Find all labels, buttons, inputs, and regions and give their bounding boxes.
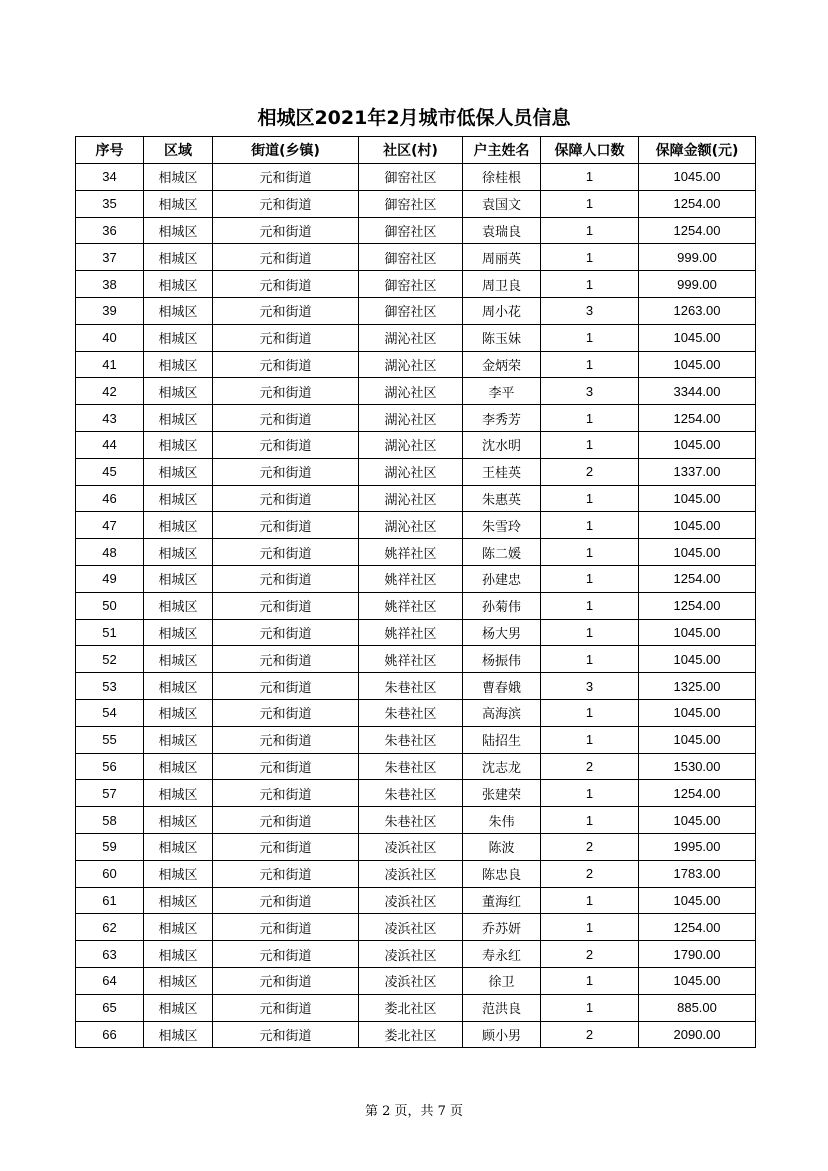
community-cell: 湖沁社区 bbox=[359, 324, 463, 351]
street-cell: 元和街道 bbox=[213, 512, 359, 539]
area-cell: 相城区 bbox=[144, 807, 213, 834]
area-cell: 相城区 bbox=[144, 458, 213, 485]
community-cell: 御窑社区 bbox=[359, 217, 463, 244]
amount-cell: 2090.00 bbox=[639, 1021, 756, 1048]
serial-no-cell: 40 bbox=[76, 324, 144, 351]
amount-cell: 1045.00 bbox=[639, 431, 756, 458]
community-cell: 姚祥社区 bbox=[359, 646, 463, 673]
street-cell: 元和街道 bbox=[213, 351, 359, 378]
household-head-cell: 周丽英 bbox=[463, 244, 541, 271]
community-cell: 湖沁社区 bbox=[359, 351, 463, 378]
amount-cell: 1045.00 bbox=[639, 887, 756, 914]
area-cell: 相城区 bbox=[144, 941, 213, 968]
table-row bbox=[76, 673, 756, 700]
area-cell: 相城区 bbox=[144, 699, 213, 726]
household-head-cell: 袁瑞良 bbox=[463, 217, 541, 244]
table-row bbox=[76, 619, 756, 646]
area-cell: 相城区 bbox=[144, 565, 213, 592]
serial-no-cell: 47 bbox=[76, 512, 144, 539]
people-count-cell: 2 bbox=[541, 833, 639, 860]
amount-cell: 1045.00 bbox=[639, 512, 756, 539]
table-row bbox=[76, 914, 756, 941]
serial-no-cell: 51 bbox=[76, 619, 144, 646]
household-head-cell: 范洪良 bbox=[463, 994, 541, 1021]
serial-no-cell: 62 bbox=[76, 914, 144, 941]
people-count-cell: 1 bbox=[541, 619, 639, 646]
table-row bbox=[76, 405, 756, 432]
table-row bbox=[76, 699, 756, 726]
community-cell: 娄北社区 bbox=[359, 1021, 463, 1048]
amount-cell: 1325.00 bbox=[639, 673, 756, 700]
household-head-cell: 寿永红 bbox=[463, 941, 541, 968]
street-cell: 元和街道 bbox=[213, 780, 359, 807]
area-cell: 相城区 bbox=[144, 485, 213, 512]
amount-cell: 1045.00 bbox=[639, 324, 756, 351]
street-cell: 元和街道 bbox=[213, 887, 359, 914]
table-row bbox=[76, 994, 756, 1021]
area-cell: 相城区 bbox=[144, 405, 213, 432]
area-cell: 相城区 bbox=[144, 1021, 213, 1048]
amount-cell: 1254.00 bbox=[639, 217, 756, 244]
people-count-cell: 1 bbox=[541, 512, 639, 539]
serial-no-cell: 42 bbox=[76, 378, 144, 405]
people-count-cell: 1 bbox=[541, 780, 639, 807]
table-row bbox=[76, 458, 756, 485]
street-cell: 元和街道 bbox=[213, 539, 359, 566]
table-row bbox=[76, 1021, 756, 1048]
community-cell: 御窑社区 bbox=[359, 297, 463, 324]
people-count-cell: 2 bbox=[541, 941, 639, 968]
street-cell: 元和街道 bbox=[213, 726, 359, 753]
people-count-cell: 3 bbox=[541, 673, 639, 700]
household-head-cell: 徐卫 bbox=[463, 967, 541, 994]
serial-no-cell: 53 bbox=[76, 673, 144, 700]
household-head-cell: 李平 bbox=[463, 378, 541, 405]
table-row bbox=[76, 941, 756, 968]
street-cell: 元和街道 bbox=[213, 565, 359, 592]
table-row bbox=[76, 217, 756, 244]
amount-cell: 1254.00 bbox=[639, 405, 756, 432]
people-count-cell: 1 bbox=[541, 646, 639, 673]
serial-no-cell: 43 bbox=[76, 405, 144, 432]
amount-cell: 885.00 bbox=[639, 994, 756, 1021]
community-cell: 朱巷社区 bbox=[359, 699, 463, 726]
household-head-cell: 董海红 bbox=[463, 887, 541, 914]
people-count-cell: 1 bbox=[541, 565, 639, 592]
community-cell: 凌浜社区 bbox=[359, 887, 463, 914]
community-cell: 御窑社区 bbox=[359, 244, 463, 271]
community-cell: 朱巷社区 bbox=[359, 807, 463, 834]
serial-no-cell: 60 bbox=[76, 860, 144, 887]
table-row bbox=[76, 297, 756, 324]
household-head-cell: 陈波 bbox=[463, 833, 541, 860]
people-count-cell: 1 bbox=[541, 164, 639, 191]
community-cell: 湖沁社区 bbox=[359, 431, 463, 458]
area-cell: 相城区 bbox=[144, 726, 213, 753]
street-cell: 元和街道 bbox=[213, 699, 359, 726]
serial-no-cell: 66 bbox=[76, 1021, 144, 1048]
area-cell: 相城区 bbox=[144, 431, 213, 458]
page-footer: 第 2 页，共 7 页 bbox=[364, 1104, 464, 1119]
amount-cell: 1263.00 bbox=[639, 297, 756, 324]
household-head-cell: 陈二媛 bbox=[463, 539, 541, 566]
table-row bbox=[76, 244, 756, 271]
people-count-cell: 1 bbox=[541, 592, 639, 619]
area-cell: 相城区 bbox=[144, 780, 213, 807]
header-people-count: 保障人口数 bbox=[541, 137, 639, 164]
household-head-cell: 袁国文 bbox=[463, 190, 541, 217]
serial-no-cell: 55 bbox=[76, 726, 144, 753]
household-head-cell: 沈志龙 bbox=[463, 753, 541, 780]
street-cell: 元和街道 bbox=[213, 753, 359, 780]
people-count-cell: 1 bbox=[541, 351, 639, 378]
serial-no-cell: 61 bbox=[76, 887, 144, 914]
street-cell: 元和街道 bbox=[213, 244, 359, 271]
community-cell: 湖沁社区 bbox=[359, 458, 463, 485]
community-cell: 湖沁社区 bbox=[359, 485, 463, 512]
household-head-cell: 杨振伟 bbox=[463, 646, 541, 673]
table-row bbox=[76, 887, 756, 914]
street-cell: 元和街道 bbox=[213, 914, 359, 941]
people-count-cell: 2 bbox=[541, 458, 639, 485]
area-cell: 相城区 bbox=[144, 324, 213, 351]
area-cell: 相城区 bbox=[144, 217, 213, 244]
area-cell: 相城区 bbox=[144, 297, 213, 324]
table-row bbox=[76, 967, 756, 994]
table-row bbox=[76, 592, 756, 619]
people-count-cell: 1 bbox=[541, 699, 639, 726]
area-cell: 相城区 bbox=[144, 378, 213, 405]
street-cell: 元和街道 bbox=[213, 458, 359, 485]
people-count-cell: 1 bbox=[541, 485, 639, 512]
amount-cell: 1045.00 bbox=[639, 485, 756, 512]
household-head-cell: 陈忠良 bbox=[463, 860, 541, 887]
assistance-table bbox=[75, 136, 756, 1048]
amount-cell: 3344.00 bbox=[639, 378, 756, 405]
household-head-cell: 王桂英 bbox=[463, 458, 541, 485]
street-cell: 元和街道 bbox=[213, 646, 359, 673]
people-count-cell: 2 bbox=[541, 753, 639, 780]
people-count-cell: 1 bbox=[541, 244, 639, 271]
street-cell: 元和街道 bbox=[213, 941, 359, 968]
serial-no-cell: 58 bbox=[76, 807, 144, 834]
serial-no-cell: 46 bbox=[76, 485, 144, 512]
amount-cell: 1254.00 bbox=[639, 190, 756, 217]
table-row bbox=[76, 324, 756, 351]
area-cell: 相城区 bbox=[144, 351, 213, 378]
community-cell: 姚祥社区 bbox=[359, 592, 463, 619]
amount-cell: 999.00 bbox=[639, 271, 756, 298]
household-head-cell: 乔苏妍 bbox=[463, 914, 541, 941]
area-cell: 相城区 bbox=[144, 994, 213, 1021]
area-cell: 相城区 bbox=[144, 271, 213, 298]
serial-no-cell: 56 bbox=[76, 753, 144, 780]
street-cell: 元和街道 bbox=[213, 1021, 359, 1048]
serial-no-cell: 59 bbox=[76, 833, 144, 860]
serial-no-cell: 48 bbox=[76, 539, 144, 566]
table-row bbox=[76, 565, 756, 592]
serial-no-cell: 52 bbox=[76, 646, 144, 673]
amount-cell: 1045.00 bbox=[639, 967, 756, 994]
household-head-cell: 朱伟 bbox=[463, 807, 541, 834]
header-amount: 保障金额(元) bbox=[639, 137, 756, 164]
street-cell: 元和街道 bbox=[213, 807, 359, 834]
area-cell: 相城区 bbox=[144, 753, 213, 780]
community-cell: 御窑社区 bbox=[359, 190, 463, 217]
people-count-cell: 1 bbox=[541, 324, 639, 351]
table-row bbox=[76, 780, 756, 807]
table-row bbox=[76, 164, 756, 191]
community-cell: 凌浜社区 bbox=[359, 941, 463, 968]
people-count-cell: 1 bbox=[541, 914, 639, 941]
area-cell: 相城区 bbox=[144, 887, 213, 914]
table-row bbox=[76, 378, 756, 405]
household-head-cell: 张建荣 bbox=[463, 780, 541, 807]
area-cell: 相城区 bbox=[144, 164, 213, 191]
people-count-cell: 2 bbox=[541, 860, 639, 887]
serial-no-cell: 37 bbox=[76, 244, 144, 271]
people-count-cell: 1 bbox=[541, 405, 639, 432]
serial-no-cell: 57 bbox=[76, 780, 144, 807]
street-cell: 元和街道 bbox=[213, 967, 359, 994]
people-count-cell: 1 bbox=[541, 217, 639, 244]
community-cell: 朱巷社区 bbox=[359, 753, 463, 780]
street-cell: 元和街道 bbox=[213, 217, 359, 244]
table-row bbox=[76, 807, 756, 834]
household-head-cell: 孙建忠 bbox=[463, 565, 541, 592]
household-head-cell: 朱雪玲 bbox=[463, 512, 541, 539]
community-cell: 朱巷社区 bbox=[359, 673, 463, 700]
people-count-cell: 1 bbox=[541, 726, 639, 753]
amount-cell: 1530.00 bbox=[639, 753, 756, 780]
people-count-cell: 1 bbox=[541, 271, 639, 298]
household-head-cell: 杨大男 bbox=[463, 619, 541, 646]
serial-no-cell: 44 bbox=[76, 431, 144, 458]
people-count-cell: 3 bbox=[541, 297, 639, 324]
amount-cell: 1337.00 bbox=[639, 458, 756, 485]
street-cell: 元和街道 bbox=[213, 271, 359, 298]
community-cell: 湖沁社区 bbox=[359, 405, 463, 432]
table-row bbox=[76, 512, 756, 539]
table-header-row bbox=[76, 137, 756, 164]
table-row bbox=[76, 190, 756, 217]
street-cell: 元和街道 bbox=[213, 324, 359, 351]
community-cell: 凌浜社区 bbox=[359, 914, 463, 941]
amount-cell: 1254.00 bbox=[639, 565, 756, 592]
area-cell: 相城区 bbox=[144, 539, 213, 566]
people-count-cell: 1 bbox=[541, 431, 639, 458]
community-cell: 姚祥社区 bbox=[359, 565, 463, 592]
street-cell: 元和街道 bbox=[213, 860, 359, 887]
area-cell: 相城区 bbox=[144, 190, 213, 217]
table-row bbox=[76, 271, 756, 298]
serial-no-cell: 63 bbox=[76, 941, 144, 968]
street-cell: 元和街道 bbox=[213, 485, 359, 512]
serial-no-cell: 65 bbox=[76, 994, 144, 1021]
serial-no-cell: 34 bbox=[76, 164, 144, 191]
table-row bbox=[76, 485, 756, 512]
serial-no-cell: 39 bbox=[76, 297, 144, 324]
household-head-cell: 金炳荣 bbox=[463, 351, 541, 378]
serial-no-cell: 54 bbox=[76, 699, 144, 726]
area-cell: 相城区 bbox=[144, 646, 213, 673]
amount-cell: 1783.00 bbox=[639, 860, 756, 887]
area-cell: 相城区 bbox=[144, 967, 213, 994]
serial-no-cell: 36 bbox=[76, 217, 144, 244]
header-area: 区域 bbox=[144, 137, 213, 164]
serial-no-cell: 35 bbox=[76, 190, 144, 217]
street-cell: 元和街道 bbox=[213, 994, 359, 1021]
header-serial-no: 序号 bbox=[76, 137, 144, 164]
area-cell: 相城区 bbox=[144, 673, 213, 700]
community-cell: 娄北社区 bbox=[359, 994, 463, 1021]
people-count-cell: 1 bbox=[541, 807, 639, 834]
household-head-cell: 沈水明 bbox=[463, 431, 541, 458]
people-count-cell: 1 bbox=[541, 967, 639, 994]
community-cell: 凌浜社区 bbox=[359, 967, 463, 994]
amount-cell: 1045.00 bbox=[639, 619, 756, 646]
household-head-cell: 周小花 bbox=[463, 297, 541, 324]
amount-cell: 999.00 bbox=[639, 244, 756, 271]
community-cell: 凌浜社区 bbox=[359, 833, 463, 860]
household-head-cell: 陈玉妹 bbox=[463, 324, 541, 351]
area-cell: 相城区 bbox=[144, 833, 213, 860]
household-head-cell: 朱惠英 bbox=[463, 485, 541, 512]
people-count-cell: 1 bbox=[541, 190, 639, 217]
area-cell: 相城区 bbox=[144, 619, 213, 646]
serial-no-cell: 64 bbox=[76, 967, 144, 994]
household-head-cell: 顾小男 bbox=[463, 1021, 541, 1048]
table-row bbox=[76, 351, 756, 378]
serial-no-cell: 49 bbox=[76, 565, 144, 592]
household-head-cell: 徐桂根 bbox=[463, 164, 541, 191]
header-household-head: 户主姓名 bbox=[463, 137, 541, 164]
street-cell: 元和街道 bbox=[213, 673, 359, 700]
amount-cell: 1254.00 bbox=[639, 780, 756, 807]
serial-no-cell: 41 bbox=[76, 351, 144, 378]
people-count-cell: 2 bbox=[541, 1021, 639, 1048]
area-cell: 相城区 bbox=[144, 512, 213, 539]
community-cell: 御窑社区 bbox=[359, 164, 463, 191]
people-count-cell: 1 bbox=[541, 994, 639, 1021]
people-count-cell: 1 bbox=[541, 887, 639, 914]
street-cell: 元和街道 bbox=[213, 619, 359, 646]
amount-cell: 1790.00 bbox=[639, 941, 756, 968]
amount-cell: 1045.00 bbox=[639, 646, 756, 673]
street-cell: 元和街道 bbox=[213, 297, 359, 324]
table-row bbox=[76, 860, 756, 887]
header-street: 街道(乡镇) bbox=[213, 137, 359, 164]
community-cell: 凌浜社区 bbox=[359, 860, 463, 887]
household-head-cell: 孙菊伟 bbox=[463, 592, 541, 619]
table-row bbox=[76, 539, 756, 566]
amount-cell: 1045.00 bbox=[639, 726, 756, 753]
table-row bbox=[76, 833, 756, 860]
area-cell: 相城区 bbox=[144, 592, 213, 619]
serial-no-cell: 45 bbox=[76, 458, 144, 485]
street-cell: 元和街道 bbox=[213, 164, 359, 191]
household-head-cell: 周卫良 bbox=[463, 271, 541, 298]
header-community: 社区(村) bbox=[359, 137, 463, 164]
amount-cell: 1045.00 bbox=[639, 539, 756, 566]
amount-cell: 1045.00 bbox=[639, 351, 756, 378]
amount-cell: 1254.00 bbox=[639, 592, 756, 619]
street-cell: 元和街道 bbox=[213, 592, 359, 619]
community-cell: 朱巷社区 bbox=[359, 726, 463, 753]
amount-cell: 1045.00 bbox=[639, 699, 756, 726]
area-cell: 相城区 bbox=[144, 860, 213, 887]
amount-cell: 1045.00 bbox=[639, 164, 756, 191]
people-count-cell: 3 bbox=[541, 378, 639, 405]
community-cell: 湖沁社区 bbox=[359, 512, 463, 539]
table-row bbox=[76, 726, 756, 753]
household-head-cell: 陆招生 bbox=[463, 726, 541, 753]
serial-no-cell: 50 bbox=[76, 592, 144, 619]
street-cell: 元和街道 bbox=[213, 833, 359, 860]
amount-cell: 1254.00 bbox=[639, 914, 756, 941]
household-head-cell: 李秀芳 bbox=[463, 405, 541, 432]
table-body bbox=[76, 164, 756, 1048]
community-cell: 姚祥社区 bbox=[359, 539, 463, 566]
area-cell: 相城区 bbox=[144, 244, 213, 271]
street-cell: 元和街道 bbox=[213, 431, 359, 458]
amount-cell: 1045.00 bbox=[639, 807, 756, 834]
street-cell: 元和街道 bbox=[213, 190, 359, 217]
household-head-cell: 曹春娥 bbox=[463, 673, 541, 700]
area-cell: 相城区 bbox=[144, 914, 213, 941]
household-head-cell: 高海滨 bbox=[463, 699, 541, 726]
table-row bbox=[76, 646, 756, 673]
street-cell: 元和街道 bbox=[213, 405, 359, 432]
street-cell: 元和街道 bbox=[213, 378, 359, 405]
table-row bbox=[76, 431, 756, 458]
community-cell: 湖沁社区 bbox=[359, 378, 463, 405]
community-cell: 朱巷社区 bbox=[359, 780, 463, 807]
people-count-cell: 1 bbox=[541, 539, 639, 566]
document-title: 相城区2021年2月城市低保人员信息 bbox=[257, 107, 571, 129]
amount-cell: 1995.00 bbox=[639, 833, 756, 860]
community-cell: 御窑社区 bbox=[359, 271, 463, 298]
community-cell: 姚祥社区 bbox=[359, 619, 463, 646]
table-row bbox=[76, 753, 756, 780]
serial-no-cell: 38 bbox=[76, 271, 144, 298]
